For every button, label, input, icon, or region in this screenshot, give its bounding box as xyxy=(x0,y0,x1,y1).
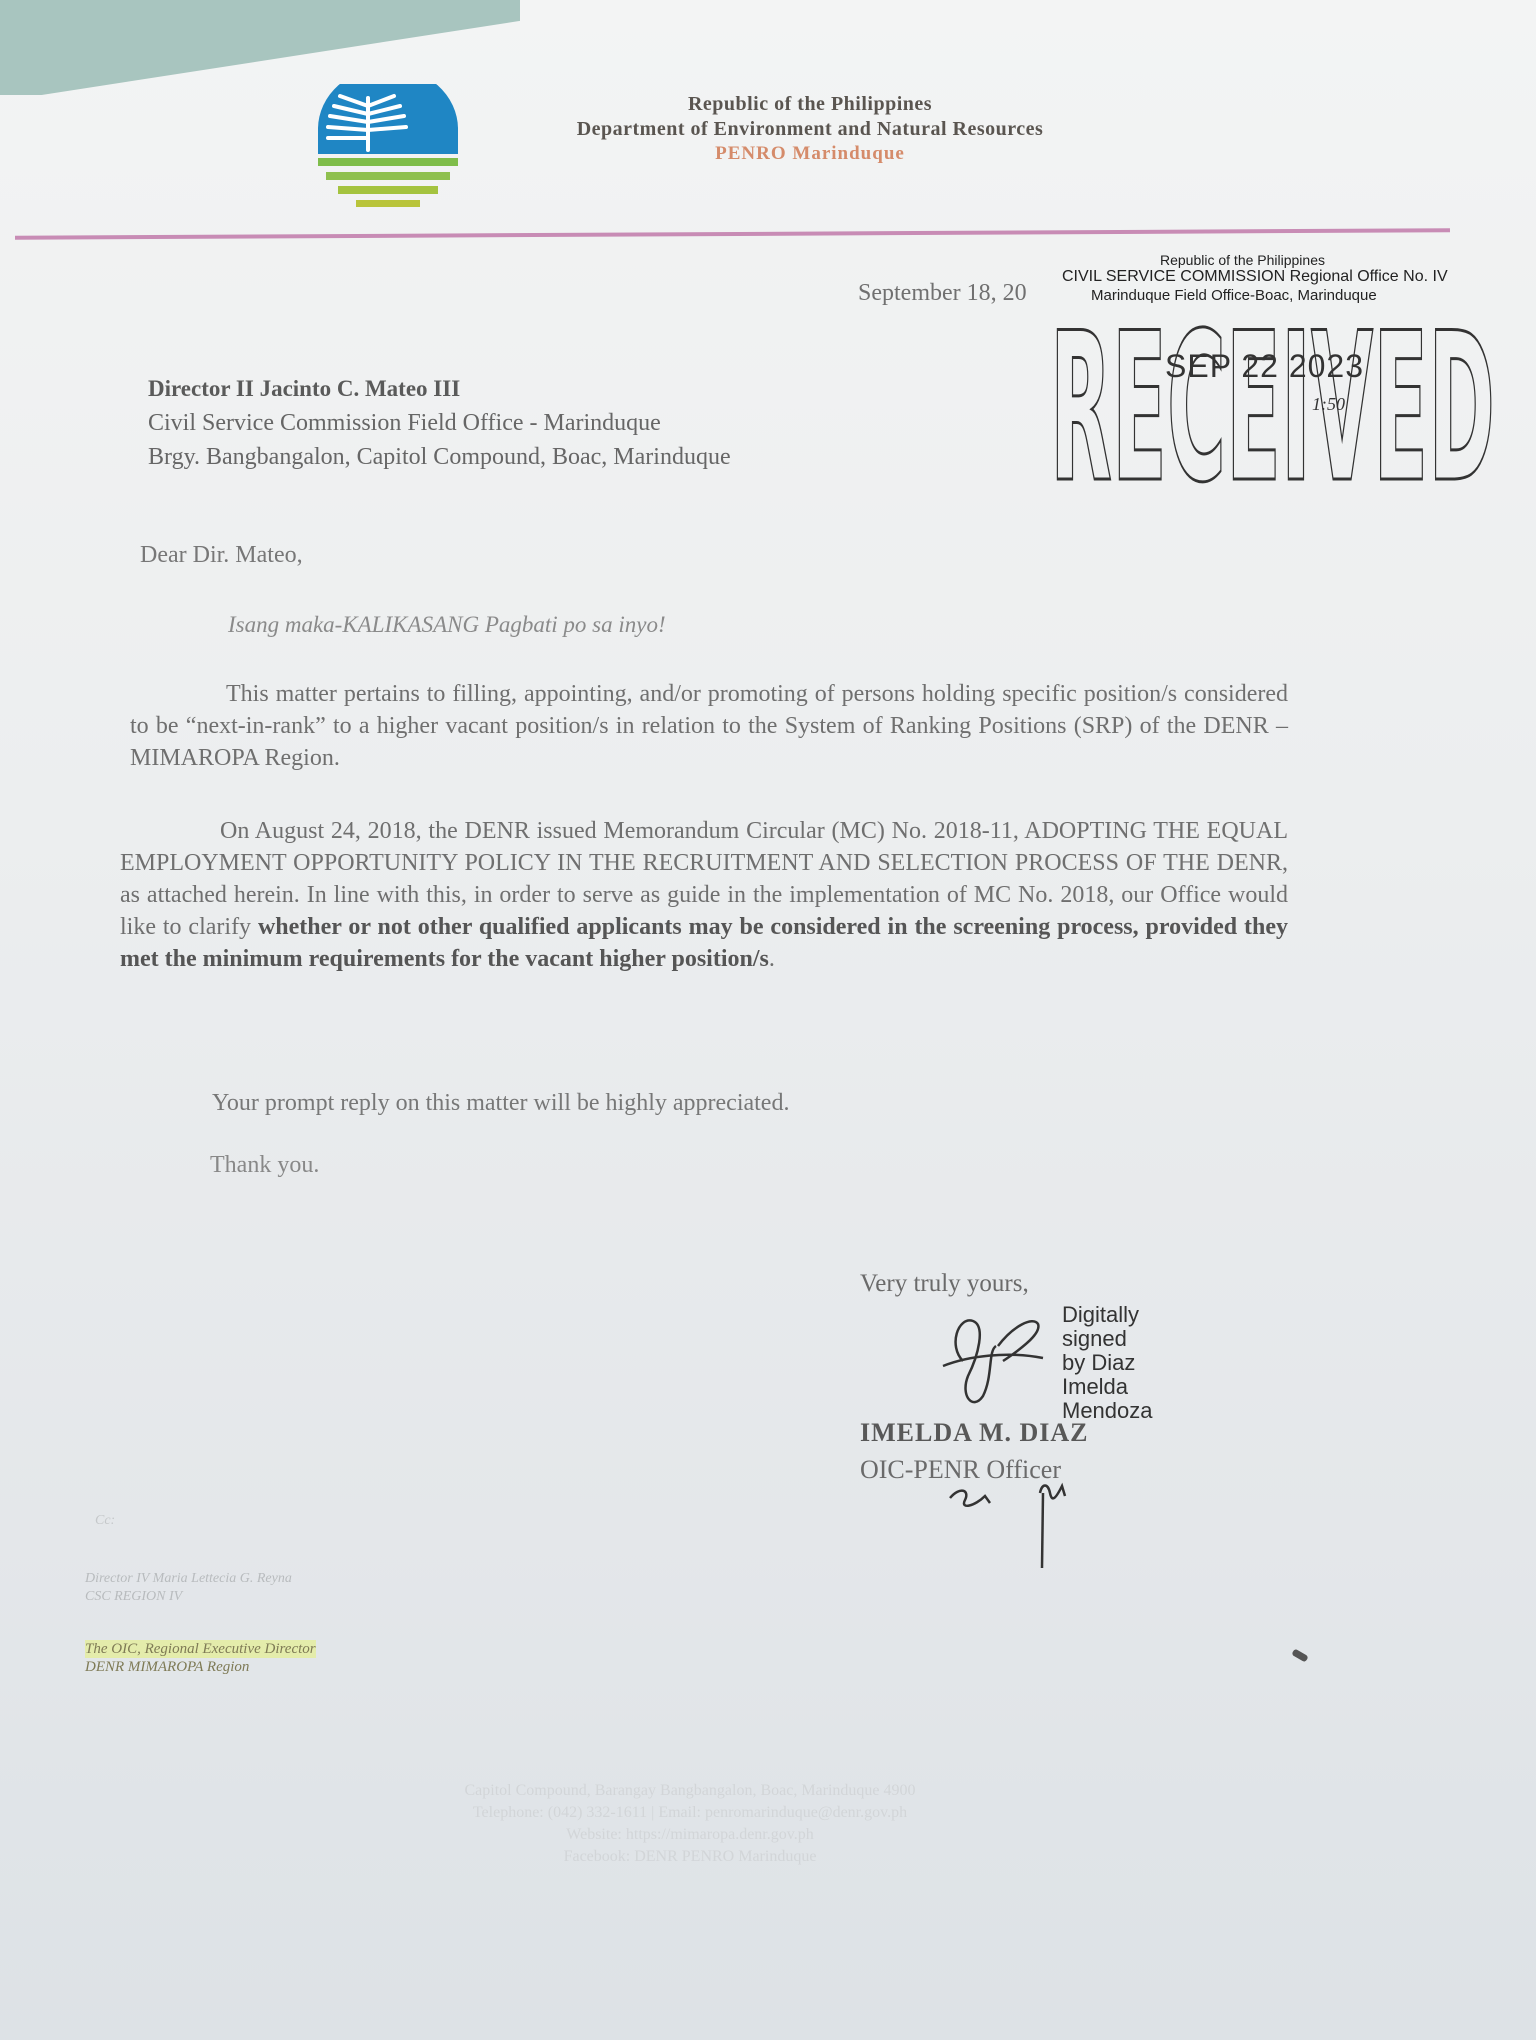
digsig-line-2: signed xyxy=(1062,1326,1127,1351)
signatory-name: IMELDA M. DIAZ xyxy=(860,1418,1089,1447)
body-paragraph-2 xyxy=(120,815,1288,975)
digsig-line-1: Digitally xyxy=(1062,1302,1140,1327)
handwritten-initials xyxy=(930,1468,1110,1578)
received-outline-text xyxy=(1050,307,1500,487)
letterhead-office: PENRO Marinduque xyxy=(715,143,905,164)
svg-text:RECEIVED: RECEIVED xyxy=(1050,307,1495,487)
greeting: Isang maka-KALIKASANG Pagbati po sa inyo! xyxy=(228,612,666,637)
cc2-office: DENR MIMAROPA Region xyxy=(85,1659,250,1675)
cc-recipient-2 xyxy=(85,1640,316,1676)
body-paragraph-4: Thank you. xyxy=(210,1152,320,1178)
footer-line-4: Facebook: DENR PENRO Marinduque xyxy=(563,1848,817,1865)
paragraph-2-emphasis: whether or not other qualified applicants may be considered in the screening process, provided they met the minimum requirements for the vacant higher position/s xyxy=(120,914,1288,972)
letter-date: September 18, 20 xyxy=(858,280,1027,306)
cc-label: Cc: xyxy=(95,1513,116,1528)
stamp-country: Republic of the Philippines xyxy=(1160,252,1325,268)
footer-line-1: Capitol Compound, Barangay Bangbangalon, Boac, Marinduque 4900 xyxy=(464,1782,916,1799)
letterhead-country: Republic of the Philippines xyxy=(687,93,933,115)
digsig-line-4: Imelda xyxy=(1062,1374,1129,1399)
cc-recipient-1 xyxy=(85,1570,292,1606)
cc1-office: CSC REGION IV xyxy=(85,1589,183,1604)
digsig-line-5: Mendoza xyxy=(1062,1398,1153,1423)
body-paragraph-3: Your prompt reply on this matter will be highly appreciated. xyxy=(212,1090,790,1116)
salutation: Dear Dir. Mateo, xyxy=(140,542,303,568)
overlapping-paper xyxy=(0,0,520,95)
addressee-name: Director II Jacinto C. Mateo III xyxy=(148,376,461,401)
addressee-office: Civil Service Commission Field Office - Marinduque xyxy=(148,410,661,436)
addressee-address: Brgy. Bangbangalon, Capitol Compound, Boac, Marinduque xyxy=(148,444,731,470)
signatory-title: OIC-PENR Officer xyxy=(860,1455,1061,1484)
paper-speck xyxy=(1291,1648,1308,1662)
cc2-name: The OIC, Regional Executive Director xyxy=(85,1641,316,1657)
digsig-line-3: by Diaz xyxy=(1062,1350,1136,1375)
letterhead xyxy=(470,93,1150,165)
valediction: Very truly yours, xyxy=(860,1270,1029,1297)
stamp-field-office: Marinduque Field Office-Boac, Marinduque xyxy=(1091,287,1377,304)
letterhead-divider xyxy=(15,228,1450,240)
body-paragraph-1: This matter pertains to filling, appointing, and/or promoting of persons holding specific position/s considered to be “next-in-rank” to a higher vacant position/s in relation to the System of Ranking Positions (SRP) of the DENR – MIMAROPA Region. xyxy=(130,681,1288,771)
addressee-block xyxy=(148,372,731,474)
paragraph-2-text: On August 24, 2018, the DENR issued Memorandum Circular (MC) No. 2018-11, ADOPTING THE EQUAL EMPLOYMENT OPPORTUNITY POLICY IN THE RECRUITMENT AND SELECTION PROCESS OF THE DENR, as attached herein. In line with this, in order to serve as guide in the implementation of MC No. 2018, our Office would like to clarify xyxy=(120,818,1288,940)
denr-logo-icon xyxy=(310,84,466,214)
digital-signature-note xyxy=(1062,1303,1153,1423)
stamp-date: SEP 22 2023 xyxy=(1165,348,1365,384)
footer-line-2: Telephone: (042) 332-1611 | Email: penromarinduque@denr.gov.ph xyxy=(472,1804,908,1821)
received-stamp xyxy=(1040,252,1520,487)
letterhead-department: Department of Environment and Natural Resources xyxy=(576,118,1044,140)
paragraph-2-end: . xyxy=(768,946,775,972)
handwritten-signature xyxy=(938,1306,1058,1416)
footer-line-3: Website: https://mimaropa.denr.gov.ph xyxy=(566,1826,814,1843)
stamp-commission: CIVIL SERVICE COMMISSION Regional Office No. IV xyxy=(1062,268,1448,285)
stamp-time: 1:50 xyxy=(1312,394,1345,414)
letter-footer xyxy=(300,1780,1080,1868)
cc1-name: Director IV Maria Lettecia G. Reyna xyxy=(85,1571,292,1586)
